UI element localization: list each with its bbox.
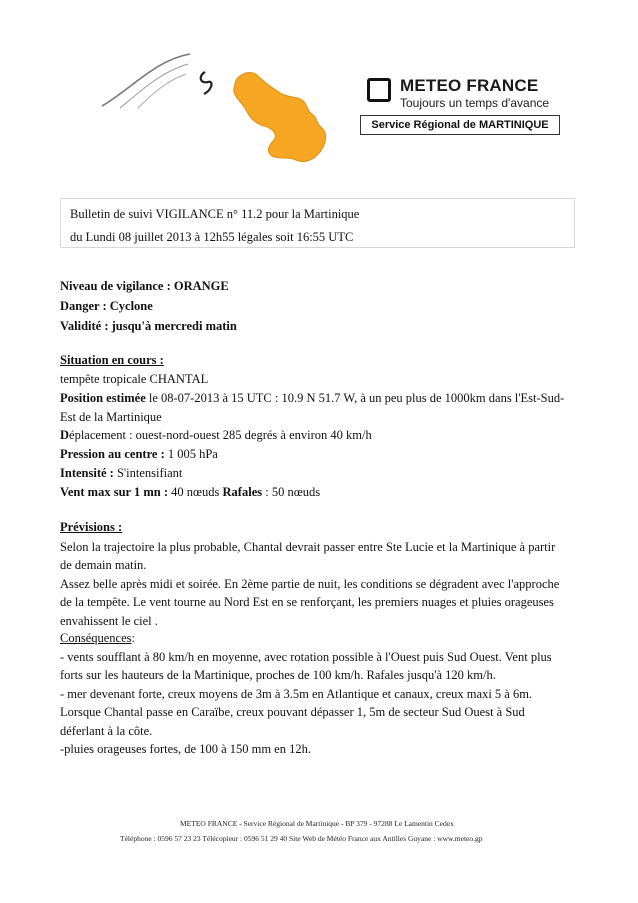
vent-label: Vent max sur 1 mn :	[60, 485, 168, 499]
position-text-cont: Est de la Martinique	[60, 410, 162, 424]
pression-label: Pression au centre :	[60, 447, 165, 461]
vent-value: 40 nœuds	[168, 485, 223, 499]
deplacement-text: éplacement : ouest-nord-ouest 285 degrés à environ 40 km/h	[69, 428, 372, 442]
situation-heading: Situation en cours :	[60, 353, 164, 367]
consequence-line: - vents soufflant à 80 km/h en moyenne, avec rotation possible à l'Ouest puis Sud Ouest. Vent plus	[60, 650, 552, 664]
consequences-colon: :	[131, 631, 135, 645]
meteo-france-logo-icon	[367, 78, 391, 102]
prevision-line: Assez belle après midi et soirée. En 2ème partie de nuit, les conditions se dégradent avec l'approche	[60, 577, 560, 591]
position-label: Position estimée	[60, 391, 146, 405]
consequence-line: -pluies orageuses fortes, de 100 à 150 mm en 12h.	[60, 742, 311, 756]
vent-line	[60, 485, 320, 500]
consequence-line: Lorsque Chantal passe en Caraïbe, creux pouvant dépasser 1, 5m de secteur Sud Ouest à Sud	[60, 705, 525, 719]
intensite-value: S'intensifiant	[113, 466, 183, 480]
consequences-heading-line	[60, 631, 135, 646]
rafales-label: Rafales	[222, 485, 263, 499]
prevision-line: Selon la trajectoire la plus probable, Chantal devrait passer entre Ste Lucie et la Martinique à partir	[60, 540, 556, 554]
weather-swirl-graphic	[100, 50, 220, 110]
intensite-line	[60, 466, 182, 481]
footer-contact: Téléphone : 0596 57 23 23 Télécopieur : 0596 51 29 40 Site Web de Météo France aux Antilles Guyane : www.meteo.gp	[120, 834, 483, 843]
position-text: le 08-07-2013 à 15 UTC : 10.9 N 51.7 W, à un peu plus de 1000km dans l'Est-Sud-	[145, 391, 565, 405]
rafales-value: : 50 nœuds	[262, 485, 321, 499]
bulletin-date: du Lundi 08 juillet 2013 à 12h55 légales soit 16:55 UTC	[70, 230, 354, 244]
pression-value: 1 005 hPa	[164, 447, 218, 461]
validity: Validité : jusqu'à mercredi matin	[60, 319, 237, 333]
previsions-heading: Prévisions :	[60, 520, 123, 534]
prevision-line: de la tempête. Le vent tourne au Nord Est en se renforçant, les premiers nuages et pluies orageuses	[60, 595, 554, 609]
pression-line	[60, 447, 218, 462]
consequence-line: forts sur les hauteurs de la Martinique, proches de 100 km/h. Rafales jusqu'à 120 km/h.	[60, 668, 496, 682]
bulletin-title: Bulletin de suivi VIGILANCE n° 11.2 pour la Martinique	[70, 207, 360, 221]
prevision-line: envahissent le ciel .	[60, 614, 158, 628]
logo-service-label: Service Régional de MARTINIQUE	[360, 115, 560, 135]
consequence-line: - mer devenant forte, creux moyens de 3m à 3.5m en Atlantique et canaux, creux maxi 5 à 6m.	[60, 687, 533, 701]
deplacement-line	[60, 428, 372, 443]
intensite-label: Intensité :	[60, 466, 114, 480]
prevision-line: de demain matin.	[60, 558, 147, 572]
martinique-island-shape	[228, 68, 333, 168]
danger-type: Danger : Cyclone	[60, 299, 153, 313]
vigilance-level: Niveau de vigilance : ORANGE	[60, 279, 229, 293]
storm-name: tempête tropicale CHANTAL	[60, 372, 209, 386]
footer-address: METEO FRANCE - Service Régional de Martinique - BP 379 - 97288 Le Lamentin Cedex	[180, 819, 454, 828]
logo-brand: METEO FRANCE	[400, 76, 539, 95]
consequence-line: déferlant à la côte.	[60, 724, 153, 738]
consequences-heading: Conséquences	[60, 631, 132, 645]
logo-tagline: Toujours un temps d'avance	[400, 96, 550, 110]
position-line	[60, 391, 564, 406]
bulletin-box	[60, 198, 575, 248]
deplacement-initial: D	[60, 428, 70, 442]
